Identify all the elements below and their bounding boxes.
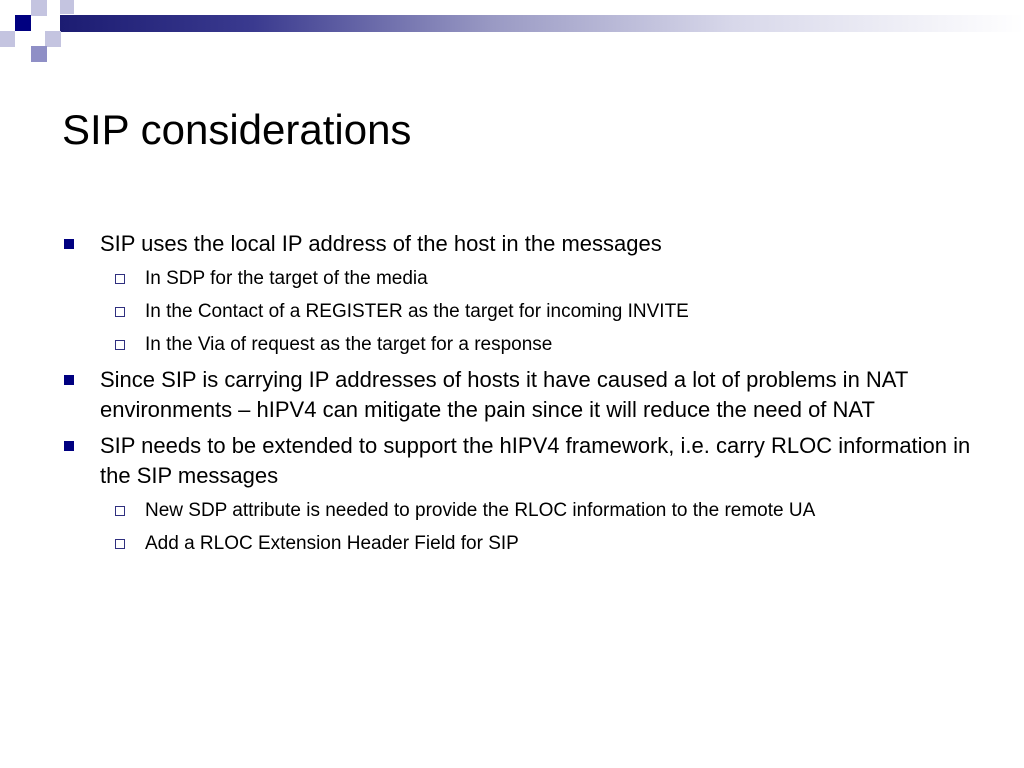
hollow-square-icon (115, 506, 125, 516)
sub-bullet-item (62, 265, 972, 292)
sub-bullet-text: In the Contact of a REGISTER as the target for incoming INVITE (145, 301, 689, 322)
filled-square-icon (64, 239, 74, 249)
bullet-text: SIP needs to be extended to support the hIPV4 framework, i.e. carry RLOC information in the SIP messages (100, 433, 971, 488)
slide-content (62, 229, 972, 564)
sub-bullet-list (62, 497, 972, 557)
sub-bullet-text: In the Via of request as the target for a response (145, 334, 553, 355)
sub-bullet-item (62, 331, 972, 358)
sub-bullet-text: In SDP for the target of the media (145, 268, 428, 289)
bullet-item (62, 431, 972, 491)
header-gradient-band (60, 15, 1024, 32)
sub-bullet-list (62, 265, 972, 358)
hollow-square-icon (115, 274, 125, 284)
bullet-item (62, 365, 972, 425)
bullet-text: SIP uses the local IP address of the host in the messages (100, 231, 662, 256)
bullet-text: Since SIP is carrying IP addresses of hosts it have caused a lot of problems in NAT environments – hIPV4 can mitigate the pain since it will reduce the need of NAT (100, 367, 908, 422)
decor-square-light (31, 0, 47, 16)
sub-bullet-text: New SDP attribute is needed to provide the RLOC information to the remote UA (145, 500, 816, 521)
decor-square-light (0, 31, 15, 47)
filled-square-icon (64, 375, 74, 385)
hollow-square-icon (115, 307, 125, 317)
sub-bullet-item (62, 298, 972, 325)
hollow-square-icon (115, 340, 125, 350)
decor-square-mid (31, 46, 47, 62)
decor-square-light (60, 0, 74, 14)
slide-title: SIP considerations (62, 106, 412, 153)
decor-square-dark (15, 15, 31, 31)
sub-bullet-item (62, 530, 972, 557)
sub-bullet-text: Add a RLOC Extension Header Field for SIP (145, 533, 519, 554)
decor-square-light (45, 31, 61, 47)
hollow-square-icon (115, 539, 125, 549)
bullet-item (62, 229, 972, 259)
sub-bullet-item (62, 497, 972, 524)
filled-square-icon (64, 441, 74, 451)
